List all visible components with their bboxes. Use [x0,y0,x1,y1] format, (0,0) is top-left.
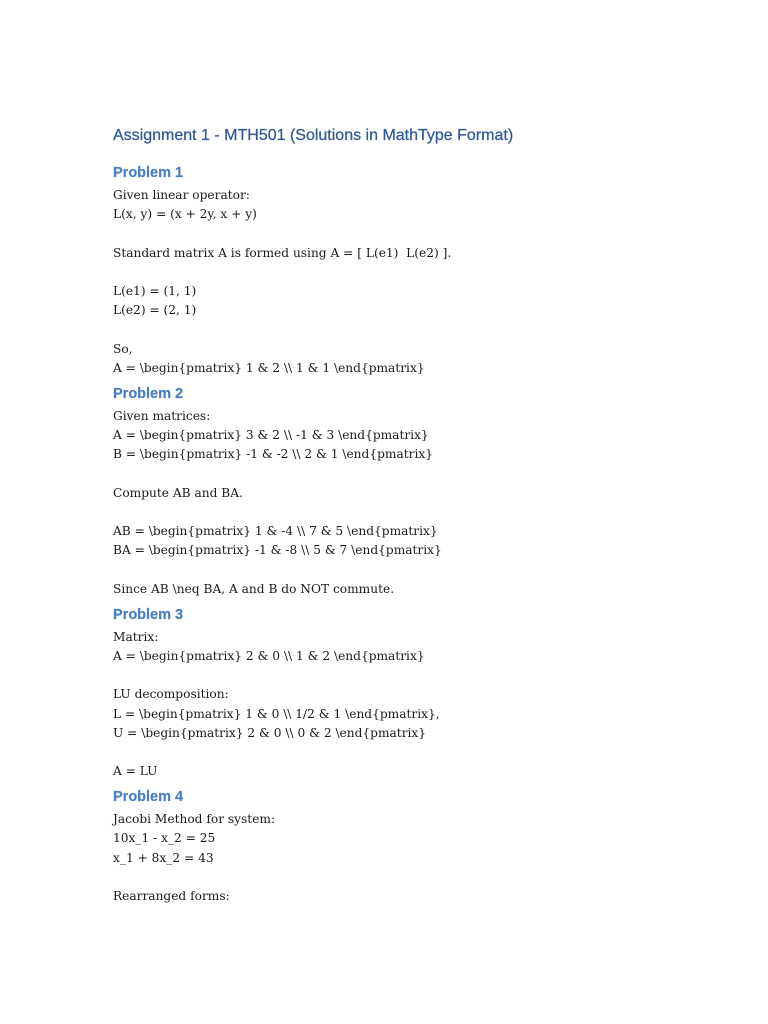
text-line: Given matrices: [113,408,211,423]
text-line: Since AB \neq BA, A and B do NOT commute. [113,581,395,596]
problem-3-heading: Problem 3 [113,606,184,623]
blank-line [113,464,713,483]
equation-line: BA = \begin{pmatrix} -1 & -8 \\ 5 & 7 \end{pmatrix} [113,543,442,558]
equation-line: AB = \begin{pmatrix} 1 & -4 \\ 7 & 5 \end{pmatrix} [113,524,438,538]
blank-line [113,666,713,685]
equation-line: L(e1) = (1, 1) [113,283,197,298]
text-line: Compute AB and BA. [113,485,243,500]
equation-line: A = \begin{pmatrix} 1 & 2 \\ 1 & 1 \end{pmatrix} [113,360,425,375]
problem-2-section [113,383,713,599]
equation-line: L(x, y) = (x + 2y, x + y) [113,207,257,222]
text-line: So, [113,341,133,356]
blank-line [113,263,713,282]
equation-line: A = LU [113,764,158,779]
blank-line [113,224,713,243]
problem-2-heading: Problem 2 [113,385,184,402]
document-page [113,124,713,906]
problem-4-body [113,810,713,906]
text-line: Jacobi Method for system: [113,812,276,827]
blank-line [113,503,713,522]
blank-line [113,868,713,887]
blank-line [113,320,713,339]
problem-3-body [113,628,713,782]
text-line: Matrix: [113,629,159,644]
equation-line: A = \begin{pmatrix} 2 & 0 \\ 1 & 2 \end{pmatrix} [113,648,425,663]
problem-1-body [113,186,713,378]
problem-3-section [113,604,713,782]
problem-2-body [113,407,713,599]
blank-line [113,560,713,579]
text-line: Standard matrix A is formed using A = [ L(e1) L(e2) ]. [113,245,452,260]
equation-line: L = \begin{pmatrix} 1 & 0 \\ 1/2 & 1 \end{pmatrix}, [113,706,440,721]
problem-4-section [113,786,713,906]
problem-1-heading: Problem 1 [113,165,184,181]
problem-4-heading: Problem 4 [113,789,184,806]
document-title: Assignment 1 - MTH501 (Solutions in MathType Format) [113,127,514,144]
equation-line: A = \begin{pmatrix} 3 & 2 \\ -1 & 3 \end{pmatrix} [113,428,429,443]
text-line: LU decomposition: [113,687,229,702]
blank-line [113,743,713,762]
equation-line: U = \begin{pmatrix} 2 & 0 \\ 0 & 2 \end{pmatrix} [113,725,427,740]
equation-line: x_1 + 8x_2 = 43 [113,850,214,865]
equation-line: L(e2) = (2, 1) [113,303,197,318]
text-line: Rearranged forms: [113,889,230,903]
text-line: Given linear operator: [113,188,250,202]
equation-line: B = \begin{pmatrix} -1 & -2 \\ 2 & 1 \end{pmatrix} [113,447,433,462]
problem-1-section [113,162,713,378]
equation-line: 10x_1 - x_2 = 25 [113,831,216,846]
